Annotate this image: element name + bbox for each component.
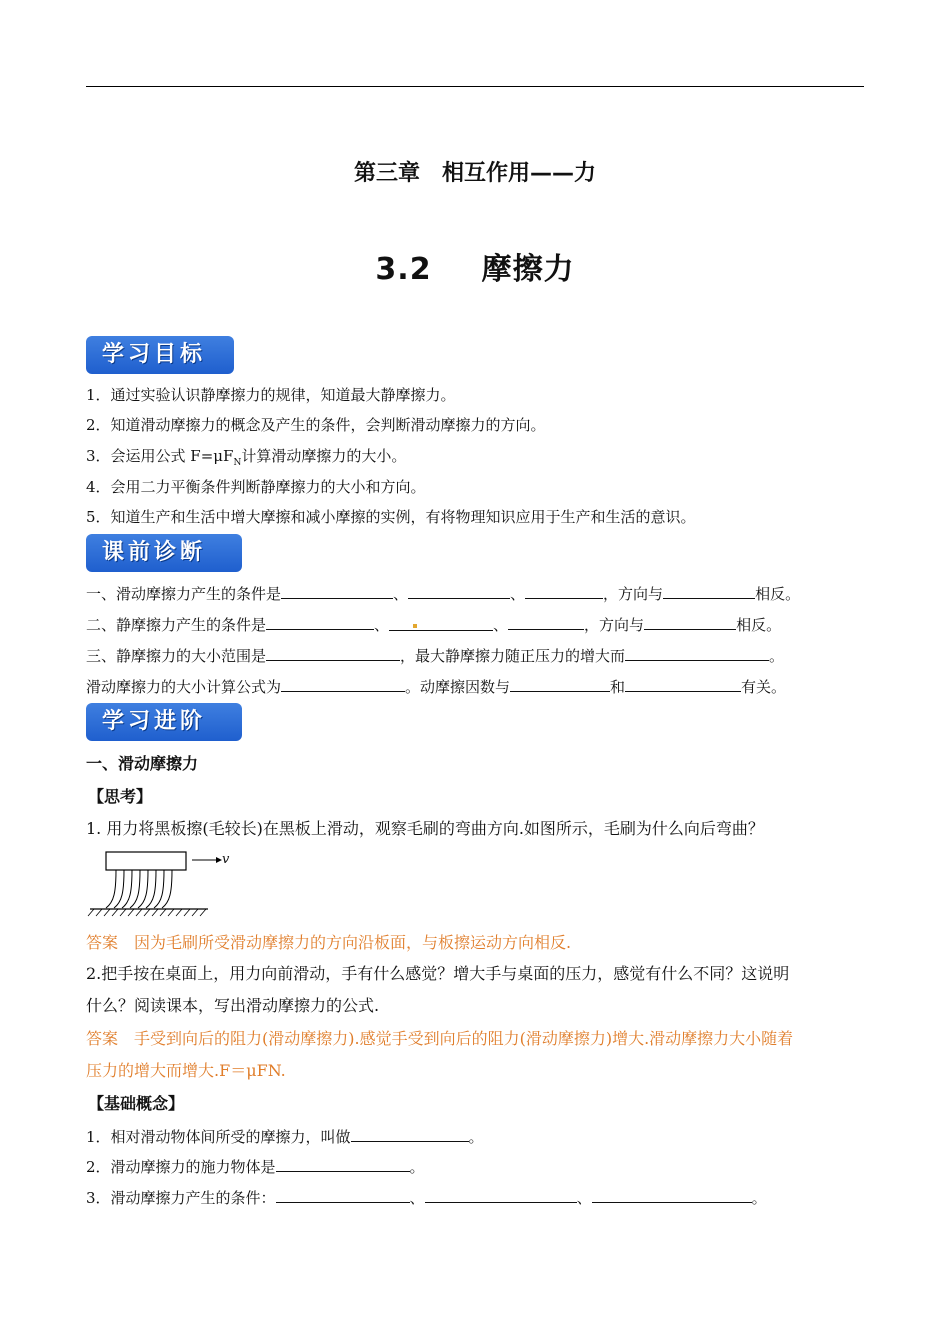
goal-1: 1．通过实验认识静摩擦力的规律，知道最大静摩擦力。 [86,386,456,404]
blank[interactable] [625,676,741,692]
diagnosis-q2: 二、静摩擦力产生的条件是 、 、 ，方向与 相反。 [86,616,782,634]
board-hatching [88,909,206,916]
section-name: 摩擦力 [481,252,575,287]
blank[interactable] [408,583,510,599]
blank[interactable] [425,1187,577,1203]
blank[interactable] [389,615,493,631]
think-question-2-line1: 2.把手按在桌面上，用力向前滑动，手有什么感觉？增大手与桌面的压力，感觉有什么不同？这说明 [86,964,790,983]
goal-3: 3．会运用公式 $F=\mu F_N$计算滑动摩擦力的大小。 [86,447,407,468]
section-title [0,244,950,288]
think-question-1: 1. 用力将黑板擦(毛较长)在黑板上滑动，观察毛刷的弯曲方向.如图所示，毛刷为什么向后弯曲？ [86,819,764,838]
velocity-label: v [222,852,230,867]
badge-goals: 学习目标 [86,336,234,374]
basic-1: 1．相对滑动物体间所受的摩擦力，叫做 。 [86,1128,484,1146]
blank[interactable] [281,583,393,599]
basic-2: 2．滑动摩擦力的施力物体是 。 [86,1158,425,1176]
blank[interactable] [351,1126,469,1142]
answer-2-line2: 压力的增大而增大.F＝μFN. [86,1061,286,1080]
subsection-heading: 一、滑动摩擦力 [86,754,199,773]
top-rule [86,86,864,87]
badge-advanced: 学习进阶 [86,703,242,741]
blank[interactable] [525,583,603,599]
blank[interactable] [266,645,400,661]
blank[interactable] [281,676,405,692]
blank[interactable] [266,614,374,630]
answer-1: 答案 因为毛刷所受滑动摩擦力的方向沿板面，与板擦运动方向相反. [86,933,572,952]
eraser-block [106,852,186,870]
section-number: 3.2 [375,252,432,287]
blank[interactable] [625,645,769,661]
brush-bristles [106,870,172,908]
blank[interactable] [510,676,610,692]
diagnosis-q3: 三、静摩擦力的大小范围是 ，最大静摩擦力随正压力的增大而 。 [86,647,785,665]
answer-2-line1: 答案 手受到向后的阻力(滑动摩擦力).感觉手受到向后的阻力(滑动摩擦力)增大.滑动摩擦力大小随着 [86,1029,794,1048]
badge-diagnosis: 课前诊断 [86,534,242,572]
blank[interactable] [592,1187,752,1203]
blank[interactable] [276,1187,410,1203]
blank[interactable] [644,614,736,630]
think-question-2-line2: 什么？阅读课本，写出滑动摩擦力的公式. [86,996,380,1015]
diagnosis-q1: 一、滑动摩擦力产生的条件是 、 、 ，方向与 相反。 [86,585,801,603]
chapter-title: 第三章 相互作用——力 [353,161,596,186]
diagnosis-q4: 滑动摩擦力的大小计算公式为 。动摩擦因数与 和 有关。 [86,678,787,696]
goal-4: 4．会用二力平衡条件判断静摩擦力的大小和方向。 [86,478,426,496]
blank[interactable] [276,1156,410,1172]
basic-3: 3．滑动摩擦力产生的条件： 、 、 。 [86,1189,767,1207]
basic-label: 【基础概念】 [88,1094,185,1113]
think-label: 【思考】 [88,787,153,806]
goal-2: 2．知道滑动摩擦力的概念及产生的条件，会判断滑动摩擦力的方向。 [86,416,546,434]
blank[interactable] [663,583,755,599]
goal-5: 5．知道生产和生活中增大摩擦和减小摩擦的实例，有将物理知识应用于生产和生活的意识。 [86,508,696,526]
blank[interactable] [508,614,584,630]
